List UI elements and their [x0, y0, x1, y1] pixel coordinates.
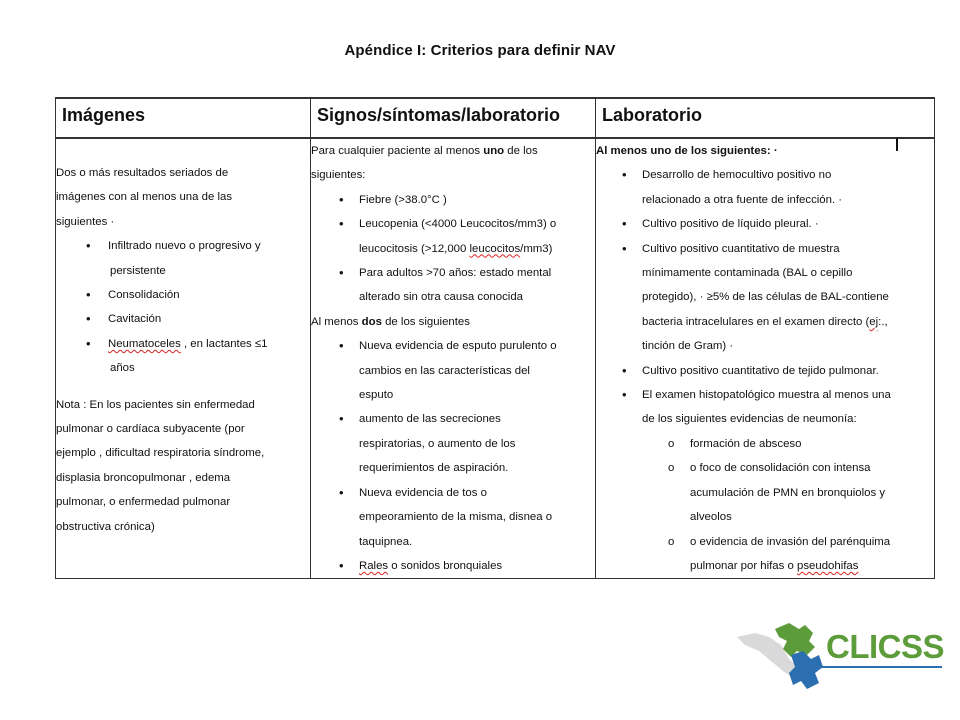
text-line: Dos o más resultados seriados de: [56, 167, 229, 179]
bullet-item: • Cavitación: [56, 307, 310, 331]
logo-text: CLICSS: [826, 628, 945, 665]
text-span: , en lactantes ≤1: [180, 337, 268, 350]
text-line: requerimientos de aspiración.: [359, 462, 509, 475]
text-line: cambios en las características del: [359, 364, 530, 377]
text-line: [596, 554, 934, 578]
logo-puzzle-blue: [789, 651, 823, 689]
text-line: alterado sin otra causa conocida: [359, 291, 524, 304]
bold-text: uno: [483, 145, 505, 157]
text-span: Al menos: [311, 315, 362, 328]
text-line: relacionado a otra fuente de infección. ·: [642, 193, 843, 206]
text-line: [311, 139, 595, 163]
sub-bullet-item: o o evidencia de invasión del parénquima: [596, 530, 934, 554]
header-imagenes: Imágenes: [56, 98, 311, 138]
bullet-item: • aumento de las secreciones: [311, 407, 595, 431]
bullet-item: [311, 554, 595, 578]
note-line: ejemplo , dificultad respiratoria síndrome,: [56, 447, 265, 460]
text-line: protegido), · ≥5% de las células de BAL-contiene: [642, 291, 889, 304]
bullet-item: • Fiebre (>38.0°C ): [311, 188, 595, 212]
text-line: años: [110, 362, 135, 375]
text-line: imágenes con al menos una de las: [56, 191, 233, 204]
spacer: [56, 381, 310, 393]
text-line: de los siguientes evidencias de neumonía:: [642, 413, 857, 426]
text-span: :.,: [878, 315, 888, 328]
text-cursor: [896, 138, 898, 151]
criteria-table: [55, 97, 935, 579]
table-header-row: [56, 98, 935, 138]
text-line: [311, 237, 595, 261]
note-line: obstructiva crónica): [56, 520, 155, 533]
bold-text: dos: [361, 315, 382, 328]
text-line: respiratorias, o aumento de los: [359, 437, 516, 450]
table-body-row: [56, 138, 935, 579]
text-span: leucocitosis (>12,000: [359, 242, 470, 255]
text-span: bacteria intracelulares en el examen directo (: [642, 315, 870, 328]
bullet-item: • Desarrollo de hemocultivo positivo no: [596, 163, 934, 187]
page-title: Apéndice I: Criterios para definir NAV: [344, 42, 616, 59]
bullet-item: • Nueva evidencia de tos o: [311, 481, 595, 505]
text-line: empeoramiento de la misma, disnea o: [359, 511, 553, 524]
spellcheck-word: leucocitos: [469, 242, 521, 255]
text-line: persistente: [110, 264, 166, 277]
cell-signos: [311, 138, 596, 579]
bullet-item: • Cultivo positivo de líquido pleural. ·: [596, 212, 934, 236]
bullet-item: [56, 332, 310, 356]
text-line: mínimamente contaminada (BAL o cepillo: [642, 267, 853, 280]
spellcheck-word: Neumatoceles: [108, 337, 181, 350]
spellcheck-word: ej: [869, 315, 879, 328]
spellcheck-word: pseudohifas: [797, 559, 859, 572]
text-line: [596, 310, 934, 334]
bullet-item: • Para adultos >70 años: estado mental: [311, 261, 595, 285]
note-line: pulmonar o cardíaca subyacente (por: [56, 423, 245, 436]
text-line: alveolos: [690, 511, 732, 524]
text-line: siguientes ·: [56, 215, 115, 228]
text-line: siguientes:: [311, 169, 366, 182]
text-span: de los siguientes: [381, 315, 470, 328]
text-line: [311, 310, 595, 334]
text-span: pulmonar por hifas o: [690, 559, 798, 572]
bullet-item: • Infiltrado nuevo o progresivo y: [56, 234, 310, 258]
bullet-item: • Consolidación: [56, 283, 310, 307]
text-span: Para cualquier paciente al menos: [311, 145, 484, 157]
text-span: /mm3): [520, 242, 553, 255]
spellcheck-word: Rales: [359, 559, 389, 572]
cell-laboratorio: [596, 138, 935, 579]
bullet-item: • Leucopenia (<4000 Leucocitos/mm3) o: [311, 212, 595, 236]
header-laboratorio: Laboratorio: [596, 98, 935, 138]
text-line: acumulación de PMN en bronquiolos y: [690, 486, 886, 499]
bullet-item: • El examen histopatológico muestra al menos una: [596, 383, 934, 407]
text-line: taquipnea.: [359, 535, 413, 548]
sub-bullet-item: o o foco de consolidación con intensa: [596, 456, 934, 480]
bullet-item: • Nueva evidencia de esputo purulento o: [311, 334, 595, 358]
bullet-item: • Cultivo positivo cuantitativo de tejido pulmonar.: [596, 359, 934, 383]
text-line: Al menos uno de los siguientes: ·: [596, 145, 778, 157]
note-line: Nota : En los pacientes sin enfermedad: [56, 398, 255, 411]
text-span: de los: [504, 145, 538, 157]
cell-imagenes: [56, 138, 311, 579]
header-signos: Signos/síntomas/laboratorio: [311, 98, 596, 138]
bullet-item: • Cultivo positivo cuantitativo de muestra: [596, 237, 934, 261]
note-line: displasia broncopulmonar , edema: [56, 471, 231, 484]
text-line: esputo: [359, 389, 394, 402]
note-line: pulmonar, o enfermedad pulmonar: [56, 496, 231, 509]
text-line: tinción de Gram) ·: [642, 340, 734, 353]
logo-underline: [820, 666, 942, 668]
text-span: o sonidos bronquiales: [388, 559, 503, 572]
sub-bullet-item: o formación de absceso: [596, 432, 934, 456]
